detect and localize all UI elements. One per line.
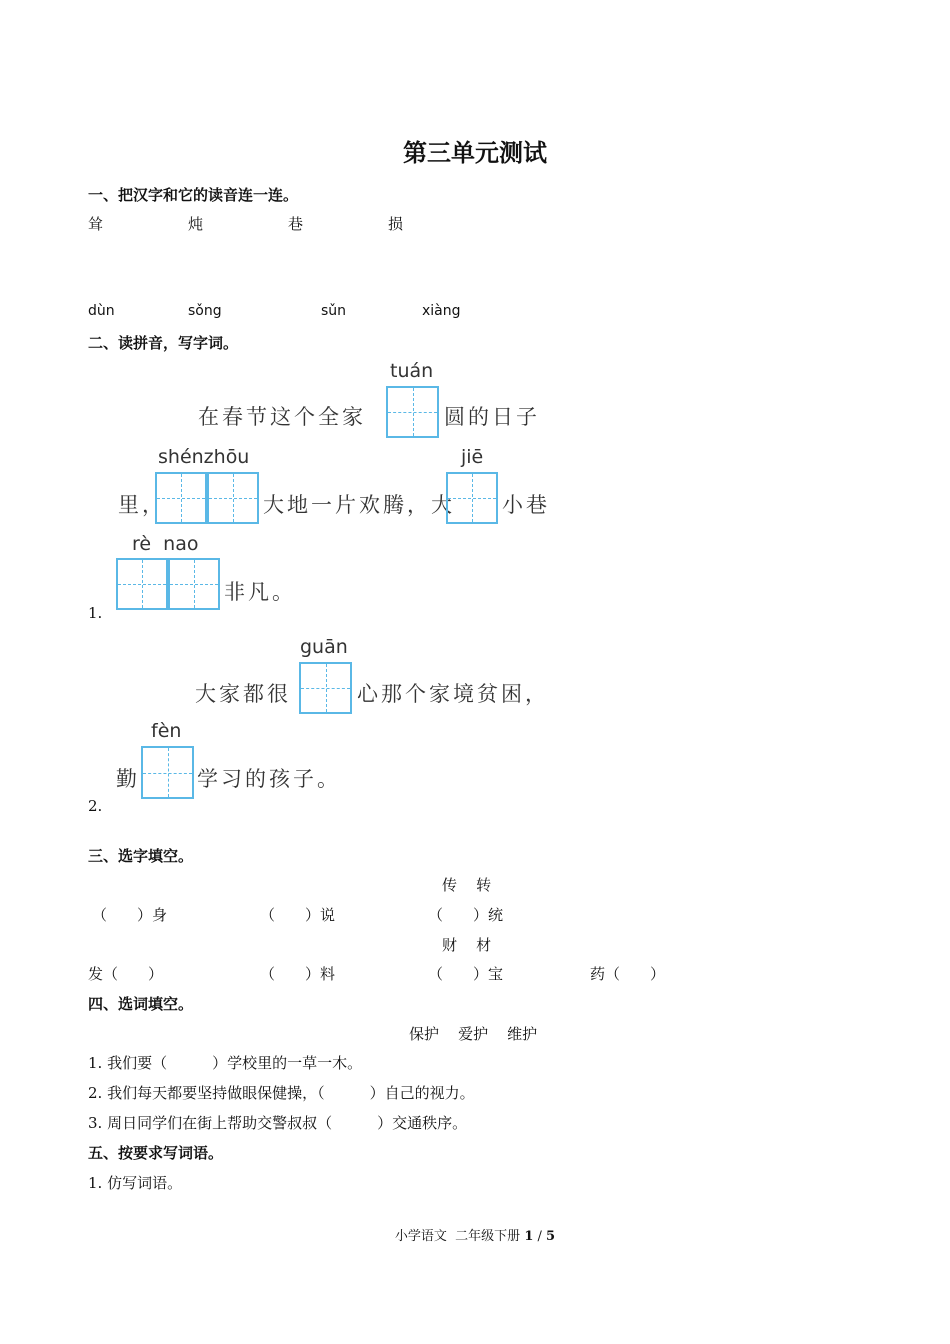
fill-item: 3. 周日同学们在街上帮助交警叔叔（ ）交通秩序。 [88,1114,468,1132]
fill-item: （ ）身 [92,906,168,924]
sentence-text: 里， [118,493,166,517]
footer-text: 小学语文 二年级下册 [394,1229,521,1244]
fill-item: （ ）料 [260,965,336,983]
sentence-text: 在春节这个全家 [198,405,366,429]
fill-item: 2. 我们每天都要坚持做眼保健操，（ ）自己的视力。 [88,1084,475,1102]
writing-box[interactable] [299,662,352,714]
question-number: 2. [88,797,103,815]
section3-heading: 三、选字填空。 [88,847,194,865]
sentence-text: 圆的日子 [444,405,540,429]
writing-box[interactable] [116,558,168,610]
fill-item: 1. 我们要（ ）学校里的一草一木。 [88,1054,363,1072]
fill-item: 1. 仿写词语。 [88,1174,183,1192]
fill-item: 发（ ） [88,965,164,983]
writing-box[interactable] [168,558,220,610]
char-item: 炖 [188,215,204,233]
section5-heading: 五、按要求写词语。 [88,1144,224,1162]
pinyin-label: rè nao [132,533,199,555]
writing-box[interactable] [386,386,439,438]
writing-box[interactable] [446,472,498,524]
pinyin-item: sǒng [188,303,222,319]
char-item: 巷 [288,215,304,233]
pinyin-label: tuán [390,360,434,382]
section4-heading: 四、选词填空。 [88,995,194,1013]
pinyin-label: shénzhōu [158,446,250,468]
word-choices: 保护 爱护 维护 [409,1025,538,1043]
writing-box[interactable] [207,472,259,524]
fill-item: （ ）说 [260,906,336,924]
sentence-text: 学习的孩子。 [197,767,341,791]
writing-box[interactable] [155,472,207,524]
page-number: 1 [524,1229,534,1244]
sentence-text: 心那个家境贫困， [357,682,549,706]
pinyin-label: jiē [461,446,484,468]
section2-heading: 二、读拼音，写字词。 [88,334,239,352]
char-item: 损 [388,215,404,233]
page-footer [0,1225,950,1244]
page-separator: / [533,1229,547,1244]
sentence-text: 大家都很 [195,682,291,706]
char-choices: 财 材 [442,936,492,954]
char-item: 耸 [88,215,104,233]
sentence-text: 小巷 [502,493,550,517]
pinyin-item: dùn [88,303,115,319]
pinyin-item: xiàng [422,303,461,319]
char-choices: 传 转 [442,876,492,894]
sentence-text: 勤 [116,767,140,791]
page-total: 5 [546,1229,556,1244]
page-title: 第三单元测试 [403,138,547,167]
sentence-text: 大地一片欢腾，大 [263,493,455,517]
question-number: 1. [88,604,103,622]
pinyin-item: sǔn [321,303,347,319]
sentence-text: 非凡。 [224,580,296,604]
writing-box[interactable] [141,746,194,799]
fill-item: （ ）统 [428,906,504,924]
fill-item: （ ）宝 [428,965,504,983]
pinyin-label: guān [300,636,348,658]
pinyin-label: fèn [151,720,182,742]
section1-heading: 一、把汉字和它的读音连一连。 [88,186,299,204]
fill-item: 药（ ） [590,965,666,983]
